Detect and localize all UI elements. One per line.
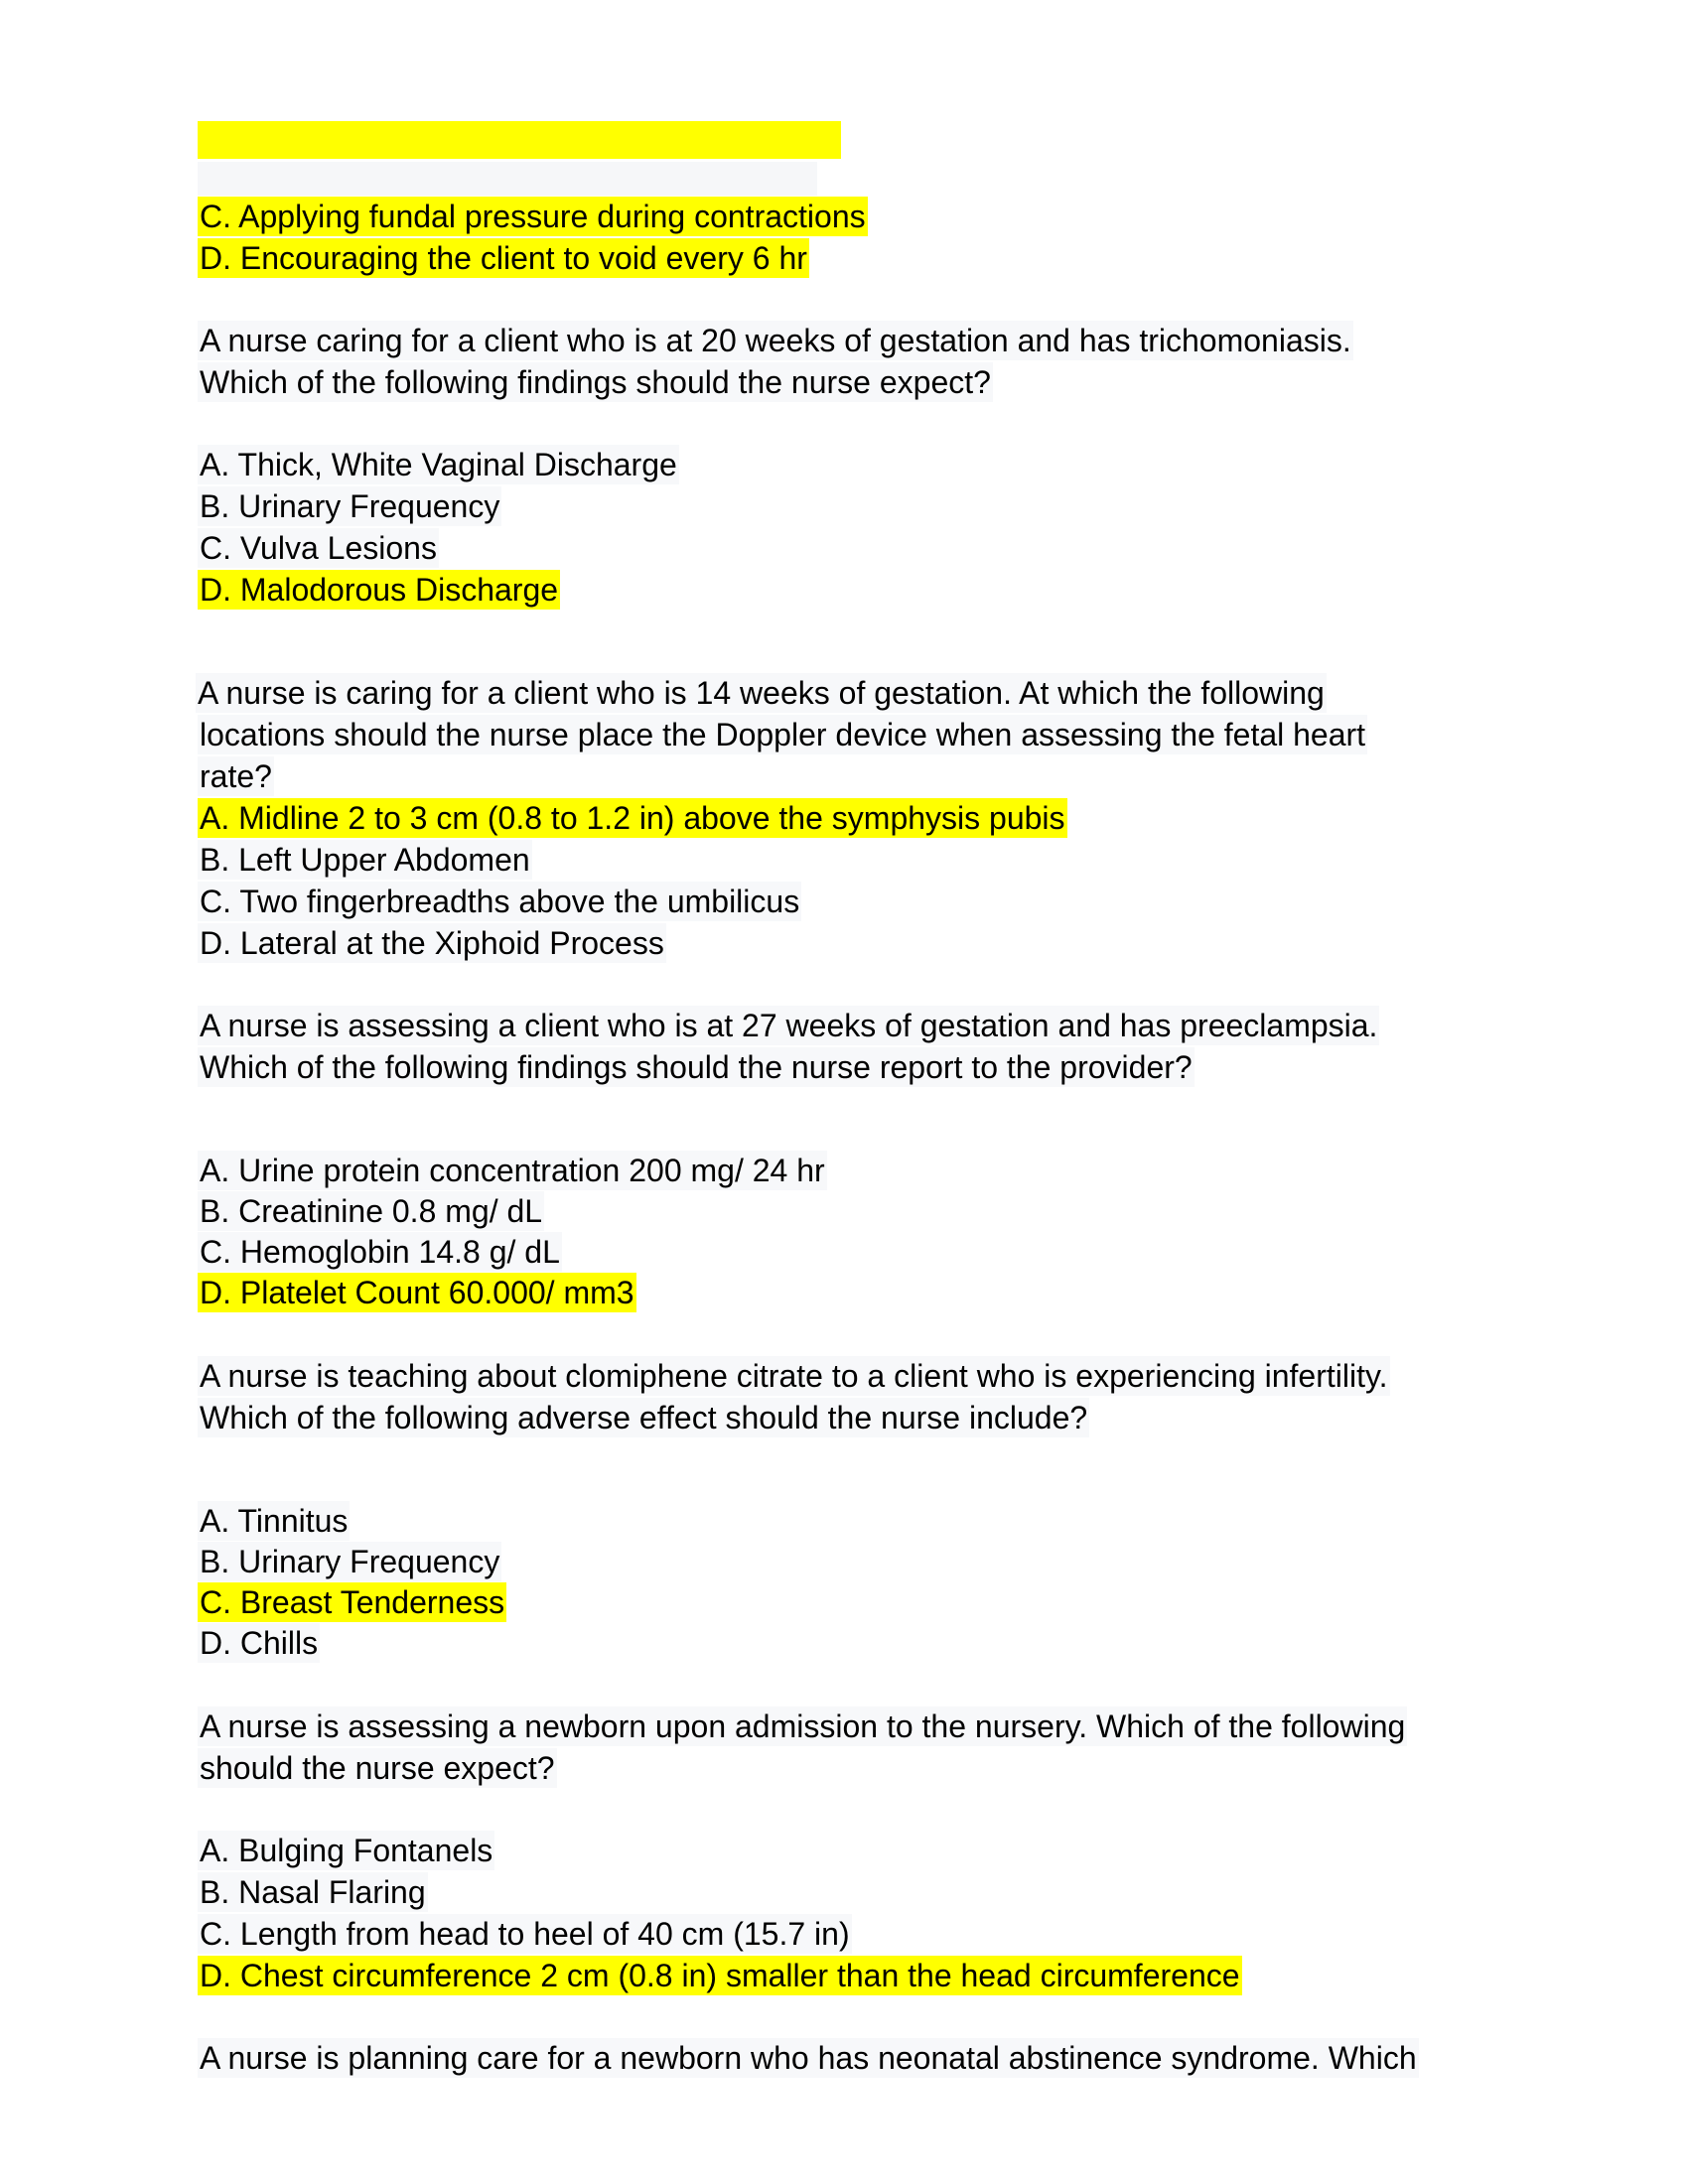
q3-option-c: C. Two fingerbreadths above the umbilicus xyxy=(200,884,800,919)
q6-option-b: B. Nasal Flaring xyxy=(200,1874,426,1910)
q2-option-d-answer: D. Malodorous Discharge xyxy=(200,572,559,608)
q2-option-b: B. Urinary Frequency xyxy=(200,488,500,524)
q3-stem-line-2: locations should the nurse place the Doppler device when assessing the fetal heart xyxy=(200,717,1366,752)
q2-stem-line-1: A nurse caring for a client who is at 20 weeks of gestation and has trichomoniasis. xyxy=(200,323,1351,358)
q1-option-c: C. Applying fundal pressure during contractions xyxy=(200,199,866,234)
q3-option-b: B. Left Upper Abdomen xyxy=(200,842,530,878)
q2-stem-line-2: Which of the following findings should the nurse expect? xyxy=(200,364,991,400)
shaded-blank-bar xyxy=(198,162,817,196)
q6-stem-line-2: should the nurse expect? xyxy=(200,1750,555,1786)
q6-option-d-answer: D. Chest circumference 2 cm (0.8 in) smaller than the head circumference xyxy=(200,1958,1240,1993)
q6-stem-line-1: A nurse is assessing a newborn upon admission to the nursery. Which of the following xyxy=(200,1708,1406,1744)
highlighted-blank-bar xyxy=(198,121,841,159)
q7-stem-line-1: A nurse is planning care for a newborn who has neonatal abstinence syndrome. Which xyxy=(200,2040,1417,2076)
q4-option-c: C. Hemoglobin 14.8 g/ dL xyxy=(200,1234,560,1270)
q6-option-a: A. Bulging Fontanels xyxy=(200,1833,493,1868)
q5-option-b: B. Urinary Frequency xyxy=(200,1544,500,1579)
q4-stem-line-2: Which of the following findings should the nurse report to the provider? xyxy=(200,1049,1193,1085)
q4-stem-line-1: A nurse is assessing a client who is at 27 weeks of gestation and has preeclampsia. xyxy=(200,1008,1378,1043)
q3-stem-line-3: rate? xyxy=(200,758,272,794)
q6-option-c: C. Length from head to heel of 40 cm (15.7 in) xyxy=(200,1916,850,1952)
q3-stem-line-1: A nurse is caring for a client who is 14 weeks of gestation. At which the following xyxy=(198,675,1325,711)
q1-option-d: D. Encouraging the client to void every 6 hr xyxy=(200,240,807,276)
q5-stem-line-2: Which of the following adverse effect should the nurse include? xyxy=(200,1400,1088,1435)
q5-option-a: A. Tinnitus xyxy=(200,1503,349,1539)
q4-option-b: B. Creatinine 0.8 mg/ dL xyxy=(200,1193,543,1229)
q5-option-d: D. Chills xyxy=(200,1625,319,1661)
q2-option-a: A. Thick, White Vaginal Discharge xyxy=(200,447,677,482)
q2-option-c: C. Vulva Lesions xyxy=(200,530,437,566)
q5-option-c-answer: C. Breast Tenderness xyxy=(200,1584,505,1620)
q3-option-d: D. Lateral at the Xiphoid Process xyxy=(200,925,664,961)
q4-option-d-answer: D. Platelet Count 60.000/ mm3 xyxy=(200,1275,634,1310)
q3-option-a-answer: A. Midline 2 to 3 cm (0.8 to 1.2 in) above the symphysis pubis xyxy=(200,800,1065,836)
q4-option-a: A. Urine protein concentration 200 mg/ 24 hr xyxy=(200,1153,825,1188)
q5-stem-line-1: A nurse is teaching about clomiphene citrate to a client who is experiencing infertility. xyxy=(200,1358,1388,1394)
